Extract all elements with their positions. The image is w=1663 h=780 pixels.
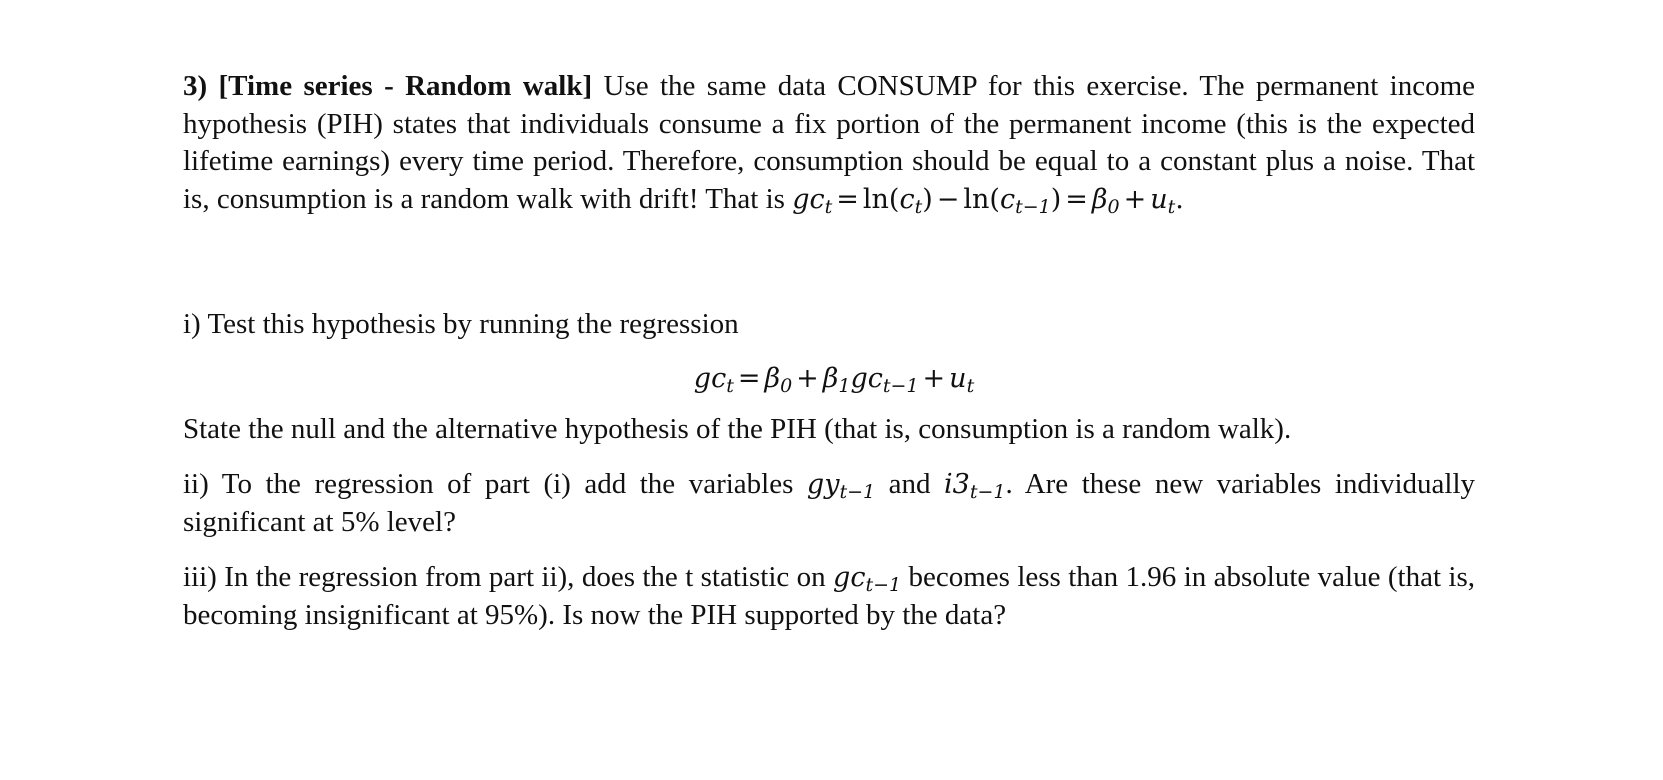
gc-symbol: gc [833,562,866,593]
reg-gc-lag: gc [850,362,883,394]
reg-gc-sub: t [726,374,734,397]
i3-symbol: i3 [944,469,970,500]
eq-paren-lag: ) [1050,183,1062,215]
regression-equation [183,360,1475,397]
eq-equals-2: = [1065,183,1088,215]
eq-minus: − [936,183,960,215]
intro-text: Use the same data CONSUMP for this exercise. The permanent income hypothesis (PIH) states that individuals consume a fix portion of the permanent income (this is the expected lifetime earnings) every time period. Therefore, consumption should be equal to a constant plus a noise. That is, consumption is a random walk with drift! That is [183,70,1476,215]
reg-u-sub: t [966,374,975,397]
part-i-hypothesis-text: State the null and the alternative hypothesis of the PIH (that is, consumption is a random walk). [183,412,1292,445]
eq-c-lag-sub: t−1 [1015,195,1051,218]
reg-beta1-sub: 1 [838,374,851,397]
part-i-text: i) Test this hypothesis by running the regression [183,308,739,340]
exercise-document [183,68,1475,634]
part-iii-var-gc [833,562,902,596]
eq-u-sub: t [1167,195,1176,218]
i3-sub: t−1 [969,481,1006,503]
gy-sub: t−1 [839,481,876,503]
eq-c-sub: t [914,195,923,218]
eq-period: . [1175,183,1184,215]
part-ii-text-and: and [875,468,945,500]
reg-plus: + [796,362,819,394]
spacer [183,448,1475,466]
eq-gc: gc [792,183,825,215]
part-ii-var-i3 [944,469,1006,503]
eq-equals: = [836,183,859,215]
reg-u: u [949,362,967,394]
eq-paren: ) [922,183,933,215]
eq-ln-lag: ln( [963,183,1000,215]
part-iii-text-start: iii) In the regression from part ii), does the t statistic on [183,561,834,593]
exercise-heading: 3) [Time series - Random walk] [183,70,593,102]
eq-gc-sub: t [824,195,833,218]
part-ii-text-start: ii) To the regression of part (i) add the variables [183,468,807,500]
part-iii-paragraph [183,559,1475,634]
pih-definition-equation [792,183,1184,218]
gc-sub: t−1 [865,574,902,596]
spacer [183,541,1475,559]
part-iii-text-end: becomes less than 1.96 in absolute value (that is, becoming insignificant at 95%). Is now the PIH supported by the data? [183,561,1475,631]
intro-paragraph [183,68,1475,218]
reg-beta1: β [822,362,839,394]
eq-c: c [899,183,915,215]
reg-gc-lag-sub: t−1 [882,374,919,397]
eq-u: u [1150,183,1168,215]
eq-ln: ln( [862,183,900,215]
eq-beta: β [1091,183,1108,215]
part-ii-var-gy [806,469,876,503]
eq-plus: + [1123,183,1147,215]
reg-beta0-sub: 0 [780,374,793,397]
spacer [183,218,1475,306]
reg-beta0: β [764,362,781,394]
reg-plus-2: + [922,362,946,394]
reg-gc: gc [693,362,727,394]
eq-beta-sub: 0 [1107,195,1120,218]
reg-equals: = [737,362,761,394]
eq-c-lag: c [999,183,1016,215]
part-ii-text-end: . Are these new variables individually significant at 5% level? [183,468,1476,538]
gy-symbol: gy [806,469,840,500]
part-ii-paragraph [183,466,1475,541]
